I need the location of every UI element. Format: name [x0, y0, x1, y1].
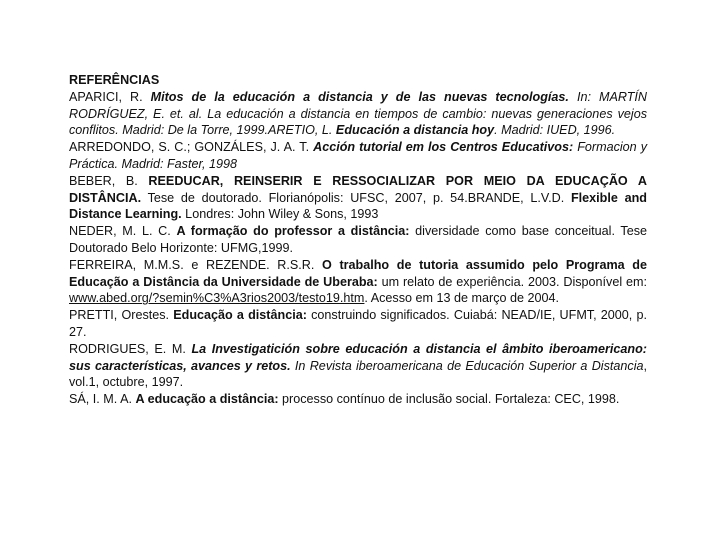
reference-pretti: [69, 307, 647, 341]
reference-aparici: [69, 89, 647, 139]
reference-text: , vol.1, octubre, 1997.: [69, 358, 648, 390]
reference-text: O trabalho de tutoria assumido pelo Programa de Educação a Distância da Universidade de Uberaba:: [69, 257, 647, 289]
reference-text: A formação do professor a distância:: [176, 224, 410, 239]
reference-ferreira: [69, 257, 647, 307]
reference-text: . Acesso em 13 de março de 2004.: [364, 291, 560, 306]
reference-text: FERREIRA, M.M.S. e REZENDE. R.S.R.: [69, 257, 323, 272]
reference-arredondo: [69, 139, 647, 173]
reference-text: Acción tutorial em los Centros Educativos:: [313, 140, 574, 155]
reference-text: ARREDONDO, S. C.; GONZÁLES, J. A. T.: [69, 140, 314, 155]
reference-text: Educación a distancia hoy: [335, 123, 495, 138]
reference-text: PRETTI, Orestes.: [69, 308, 174, 323]
references-heading: REFERÊNCIAS: [69, 73, 160, 87]
reference-text: SÁ, I. M. A.: [69, 392, 136, 407]
reference-neder: [69, 223, 647, 257]
reference-text: Educação a distância:: [173, 308, 307, 323]
reference-text: NEDER, M. L. C.: [69, 224, 177, 239]
references-list: [69, 89, 647, 408]
reference-text: Mitos de la educación a distancia y de las nuevas tecnologías.: [150, 89, 569, 104]
reference-text: Londres: John Wiley & Sons, 1993: [181, 207, 379, 222]
reference-text: REEDUCAR, REINSERIR E RESSOCIALIZAR POR MEIO DA EDUCAÇÃO A DISTÂNCIA.: [69, 173, 648, 205]
reference-text: . Madrid: IUED, 1996.: [494, 123, 616, 138]
reference-text: In: MARTÍN RODRÍGUEZ, E. et. al. La educación a distancia en tiempos de cambio: nuevas generaciones vejos conflitos. Madrid: De la Torre, 1999.ARETIO, L.: [69, 89, 648, 138]
reference-rodrigues: [69, 341, 647, 391]
reference-text: BEBER, B.: [69, 173, 149, 188]
reference-text: processo contínuo de inclusão social. Fortaleza: CEC, 1998.: [278, 392, 620, 407]
references-section: [69, 72, 647, 408]
reference-text: La Investigatición sobre educación a distancia el âmbito iberoamericano: sus características, avances y retos.: [69, 341, 647, 373]
reference-link[interactable]: www.abed.org/?semin%C3%A3rios2003/testo19.htm: [69, 291, 365, 306]
reference-text: construindo significados. Cuiabá: NEAD/IE, UFMT, 2000, p. 27.: [69, 308, 647, 339]
reference-text: A educação a distância:: [135, 392, 279, 407]
reference-text: Formacion y Práctica. Madrid: Faster, 1998: [69, 140, 647, 171]
reference-text: APARICI, R.: [69, 89, 151, 104]
reference-text: diversidade como base conceitual. Tese Doutorado Belo Horizonte: UFMG,1999.: [69, 224, 648, 255]
reference-beber: [69, 173, 647, 223]
reference-text: In Revista iberoamericana de Educación Superior a Distancia: [290, 358, 644, 373]
reference-text: um relato de experiência. 2003. Disponível em:: [377, 274, 648, 289]
reference-text: Tese de doutorado. Florianópolis: UFSC, 2007, p. 54.BRANDE, L.V.D.: [141, 190, 571, 205]
reference-text: RODRIGUES, E. M.: [69, 341, 192, 356]
reference-sa: [69, 391, 647, 408]
reference-text: Flexible and Distance Learning.: [69, 190, 647, 222]
